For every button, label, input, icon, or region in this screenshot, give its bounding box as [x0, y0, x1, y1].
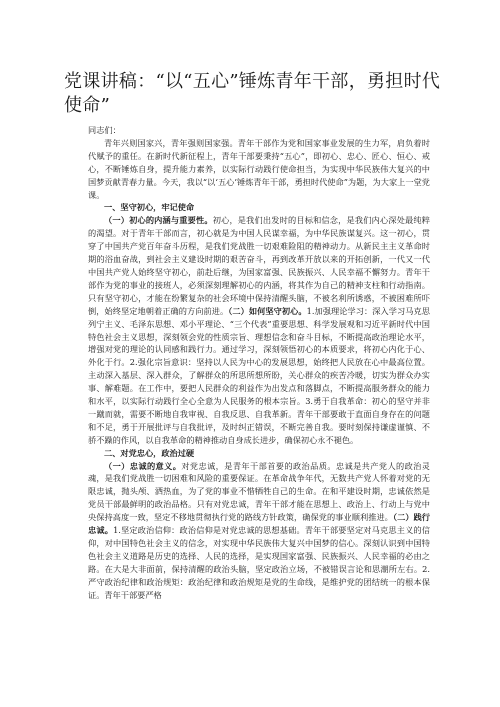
document-body	[88, 124, 430, 602]
intro-paragraph: 青年兴则国家兴，青年强则国家强。青年干部作为党和国家事业发展的生力军，肩负着时代赋予的重任。在新时代新征程上，青年干部要秉持“五心”，即初心、忠心、匠心、恒心、戒心，不断锤炼自身，提升能力素养，以实际行动践行使命担当，为实现中华民族伟大复兴的中国梦贡献青春力量。今天，我以“以‘五心’锤炼青年干部，勇担时代使命”为题，为大家上一堂党课。	[88, 137, 430, 200]
section-2-sub-1-paragraph	[88, 460, 430, 602]
salutation: 同志们：	[88, 125, 121, 135]
section-2-sub-2-label: （二）践行忠诚。	[88, 512, 430, 536]
section-1-sub-2-text: 1.加强理论学习：深入学习马克思列宁主义、毛泽东思想、邓小平理论、“三个代表”重要思想、科学发展观和习近平新时代中国特色社会主义思想，深刻领会党的性质宗旨、理想信念和奋斗目标，不断提高政治理论水平，增强对党的理论的认同感和践行力。通过学习，深刻领悟初心的本质要求，将初心内化于心、外化于行。2.强化宗旨意识：坚持以人民为中心的发展思想，始终把人民放在心中最高位置。主动深入基层、深入群众，了解群众的所思所想所盼，关心群众的疾苦冷暖，切实为群众办实事、解难题。在工作中，要把人民群众的利益作为出发点和落脚点，不断提高服务群众的能力和水平，以实际行动践行全心全意为人民服务的根本宗旨。3.勇于自我革命：初心的坚守并非一蹴而就，需要不断地自我审视、自我反思、自我革新。青年干部要敢于直面自身存在的问题和不足，勇于开展批评与自我批评，及时纠正错误，不断完善自我。要时刻保持谦虚谨慎、不骄不躁的作风，以自我革命的精神推动自身成长进步，确保初心永不褪色。	[88, 305, 430, 445]
document-title: 党课讲稿：“以“五心”锤炼青年干部，勇担时代使命”	[64, 71, 441, 116]
section-2-sub-1-text: 对党忠诚，是青年干部首要的政治品质。忠诚是共产党人的政治灵魂，是我们党战胜一切困难和风险的重要保证。在革命战争年代，无数共产党人怀着对党的无限忠诚，抛头颅、洒热血，为了党的事业不惜牺牲自己的生命。在和平建设时期，忠诚依然是党员干部最鲜明的政治品格。只有对党忠诚，青年干部才能在思想上、政治上、行动上与党中央保持高度一致，坚定不移地贯彻执行党的路线方针政策，确保党的事业顺利推进。	[88, 460, 430, 523]
section-2-sub-2-text: 1.坚定政治信仰：政治信仰是对党忠诚的思想基础。青年干部要坚定对马克思主义的信仰，对中国特色社会主义的信念，对实现中华民族伟大复兴中国梦的信心。深刻认识到中国特色社会主义道路是历史的选择、人民的选择，是实现国家富强、民族振兴、人民幸福的必由之路。在大是大非面前，保持清醒的政治头脑，坚定政治立场，不被错误言论和思潮所左右。2.严守政治纪律和政治规矩：政治纪律和政治规矩是党的生命线，是维护党的团结统一的根本保证。青年干部要严格	[88, 525, 430, 600]
section-1-sub-2-label: （二）如何坚守初心。	[228, 305, 307, 316]
section-1-sub-1-label: （一）初心的内涵与重要性。	[104, 215, 213, 226]
section-2-heading: 二、对党忠心，政治过硬	[104, 447, 195, 458]
section-2-sub-1-label: （一）忠诚的意义。	[104, 460, 182, 471]
section-1-sub-1-text: 初心，是我们出发时的目标和信念，是我们内心深处最纯粹的渴望。对于青年干部而言，初心就是为中国人民谋幸福，为中华民族谋复兴。这一初心，贯穿了中国共产党百年奋斗历程，是我们党战胜一切艰难险阻的精神动力。从新民主主义革命时期的浴血奋战，到社会主义建设时期的艰苦奋斗，再到改革开放以来的开拓创新，一代又一代中国共产党人始终坚守初心，前赴后继，为国家富强、民族振兴、人民幸福不懈努力。青年干部作为党的事业的接班人，必须深刻理解初心的内涵，将其作为自己的精神支柱和行动指南。只有坚守初心，才能在纷繁复杂的社会环境中保持清醒头脑，不被名利所诱惑，不被困难所吓倒，始终坚定地朝着正确的方向前进。	[88, 215, 430, 316]
section-1-heading: 一、坚守初心，牢记使命	[104, 202, 195, 213]
section-1-sub-1-paragraph	[88, 214, 430, 446]
